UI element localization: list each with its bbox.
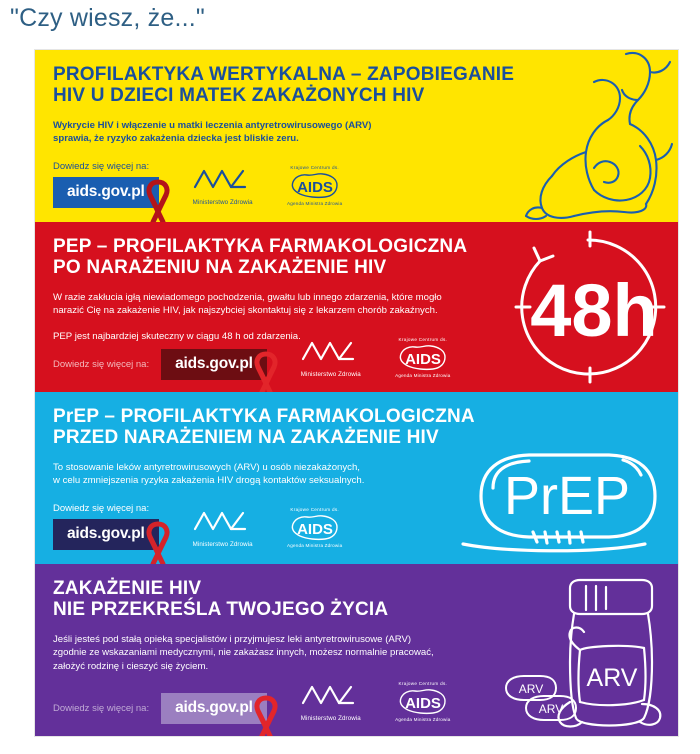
body-line-1: W razie zakłucia igłą niewiadomego pochodzenia, gwałtu lub innego zdarzenia, które mogło	[53, 291, 442, 303]
mz-zigzag-icon	[301, 339, 361, 365]
page-title: "Czy wiesz, że..."	[10, 4, 205, 32]
mz-zigzag-icon	[193, 167, 253, 193]
ministry-of-health-logo	[301, 339, 361, 378]
red-awareness-ribbon-icon	[141, 520, 175, 564]
ministry-of-health-logo	[193, 167, 253, 206]
svg-text:AIDS: AIDS	[296, 179, 333, 196]
aids-gov-pl-button[interactable]: aids.gov.pl	[161, 349, 267, 380]
headline-line-2: PO NARAŻENIU NA ZAKAŻENIE HIV	[53, 257, 387, 279]
url-button-wrap[interactable]	[161, 349, 267, 380]
poland-map-aids-icon	[395, 686, 451, 716]
poland-map-aids-icon	[287, 170, 343, 200]
svg-text:AIDS: AIDS	[404, 351, 441, 368]
mz-logo-caption: Ministerstwo Zdrowia	[192, 199, 253, 206]
headline-line-2: NIE PRZEKREŚLA TWOJEGO ŻYCIA	[53, 599, 389, 621]
footer-link-group	[53, 161, 159, 208]
aids-logo-top-caption: Krajowe Centrum ds.	[290, 165, 340, 170]
svg-text:AIDS: AIDS	[296, 521, 333, 538]
footer-link-group	[53, 503, 159, 550]
body-line-2: w celu zmniejszenia ryzyka zakażenia HIV drogą kontaktów seksualnych.	[53, 475, 365, 487]
panel-body-text	[53, 119, 523, 147]
panel-footer	[53, 161, 668, 208]
mz-logo-caption: Ministerstwo Zdrowia	[300, 371, 361, 378]
national-aids-centre-logo	[395, 681, 451, 722]
poland-map-aids-icon	[287, 512, 343, 542]
url-button-wrap[interactable]	[53, 177, 159, 208]
panel-body-text	[53, 461, 523, 489]
headline-line-1: PROFILAKTYKA WERTYKALNA – ZAPOBIEGANIE	[53, 64, 515, 85]
body-line-2: sprawia, że ryzyko zakażenia dziecka jest bliskie zeru.	[53, 133, 299, 145]
panel-headline	[53, 64, 678, 107]
headline-line-2: HIV U DZIECI MATEK ZAKAŻONYCH HIV	[53, 85, 425, 107]
learn-more-label: Dowiedz się więcej na:	[53, 503, 150, 514]
arv-bottle-label: ARV	[586, 664, 638, 692]
national-aids-centre-logo	[395, 337, 451, 378]
national-aids-centre-logo	[287, 507, 343, 548]
aids-gov-pl-button[interactable]: aids.gov.pl	[53, 177, 159, 208]
learn-more-label: Dowiedz się więcej na:	[53, 703, 150, 714]
mz-zigzag-icon	[301, 683, 361, 709]
panel-body-text-secondary: PEP jest najbardziej skuteczny w ciągu 48 h od zdarzenia.	[53, 331, 301, 343]
panel-body-text	[53, 633, 523, 675]
aids-logo-bottom-caption: Agenda Ministra Zdrowia	[287, 201, 343, 206]
panel-living-with-hiv	[35, 564, 678, 736]
red-awareness-ribbon-icon	[249, 694, 283, 736]
arv-pill-label-2: ARV	[538, 702, 564, 716]
aids-logo-top-caption: Krajowe Centrum ds.	[290, 507, 340, 512]
url-button-wrap[interactable]	[53, 519, 159, 550]
body-line-1: Wykrycie HIV i włączenie u matki leczenia antyretrowirusowego (ARV)	[53, 119, 372, 131]
poland-map-aids-icon	[395, 342, 451, 372]
ministry-of-health-logo	[193, 509, 253, 548]
mz-logo-caption: Ministerstwo Zdrowia	[300, 715, 361, 722]
panel-prep	[35, 392, 678, 564]
panel-footer	[53, 337, 668, 380]
panel-footer	[53, 503, 668, 550]
url-button-wrap[interactable]	[161, 693, 267, 724]
panel-vertical-prevention	[35, 50, 678, 222]
prep-pill-label: PrEP	[503, 466, 631, 526]
panel-headline	[53, 406, 678, 449]
body-line-2: narazić Cię na zakażenie HIV, jak najszybciej skontaktuj się z lekarzem chorób zakaźnych.	[53, 305, 438, 317]
headline-line-1: PrEP – PROFILAKTYKA FARMAKOLOGICZNA	[53, 406, 475, 427]
body-line-3: założyć rodzinę i cieszyć się życiem.	[53, 661, 209, 673]
aids-gov-pl-button[interactable]: aids.gov.pl	[53, 519, 159, 550]
svg-text:AIDS: AIDS	[404, 695, 441, 712]
panel-pep	[35, 222, 678, 392]
red-awareness-ribbon-icon	[141, 178, 175, 222]
national-aids-centre-logo	[287, 165, 343, 206]
aids-gov-pl-button[interactable]: aids.gov.pl	[161, 693, 267, 724]
headline-line-2: PRZED NARAŻENIEM NA ZAKAŻENIE HIV	[53, 427, 439, 449]
panel-headline	[53, 578, 678, 621]
mz-logo-caption: Ministerstwo Zdrowia	[192, 541, 253, 548]
red-awareness-ribbon-icon	[249, 350, 283, 392]
aids-logo-bottom-caption: Agenda Ministra Zdrowia	[287, 543, 343, 548]
learn-more-label: Dowiedz się więcej na:	[53, 359, 150, 370]
arv-pill-label-1: ARV	[518, 682, 544, 696]
mz-zigzag-icon	[193, 509, 253, 535]
aids-logo-top-caption: Krajowe Centrum ds.	[398, 681, 448, 686]
clock-48h-label: 48h	[530, 269, 658, 352]
body-line-1: To stosowanie leków antyretrowirusowych (ARV) u osób niezakażonych,	[53, 461, 360, 473]
panel-headline	[53, 236, 678, 279]
ministry-of-health-logo	[301, 683, 361, 722]
infographic-container	[35, 50, 678, 736]
headline-line-1: PEP – PROFILAKTYKA FARMAKOLOGICZNA	[53, 236, 468, 257]
body-line-2: zgodnie ze wskazaniami medycznymi, nie zakażasz innych, możesz normalnie pracować,	[53, 647, 434, 659]
aids-logo-bottom-caption: Agenda Ministra Zdrowia	[395, 717, 451, 722]
body-line-1: Jeśli jesteś pod stałą opieką specjalistów i przyjmujesz leki antyretrowirusowe (ARV)	[53, 633, 412, 645]
headline-line-1: ZAKAŻENIE HIV	[53, 578, 202, 599]
aids-logo-bottom-caption: Agenda Ministra Zdrowia	[395, 373, 451, 378]
learn-more-label: Dowiedz się więcej na:	[53, 161, 150, 172]
aids-logo-top-caption: Krajowe Centrum ds.	[398, 337, 448, 342]
panel-footer	[53, 681, 668, 724]
panel-body-text	[53, 291, 523, 319]
